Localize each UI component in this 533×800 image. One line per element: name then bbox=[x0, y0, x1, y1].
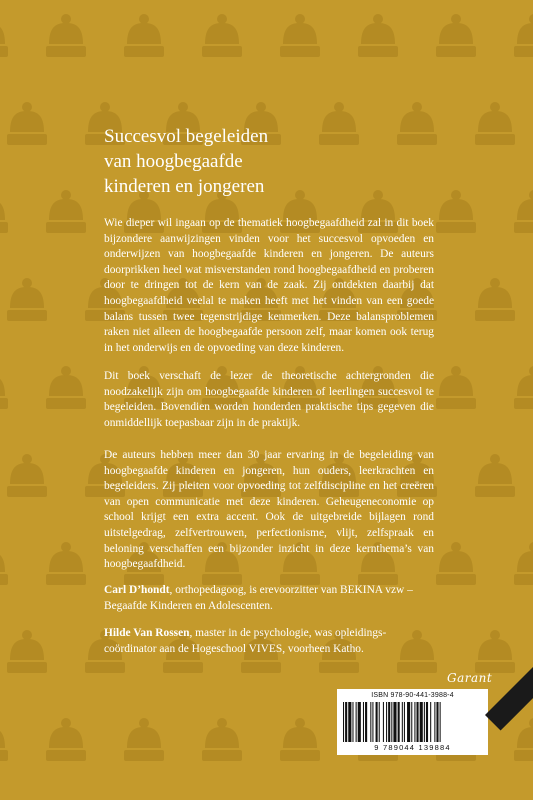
title-line-2: van hoogbegaafde bbox=[104, 151, 243, 172]
description-paragraph-2: Dit boek verschaft de lezer de theoretische achtergronden die noodzakelijk zijn om hoogbegaafde kinderen of leerlingen succesvol te begeleiden. Bovendien worden honderden praktische tips gegeven die onmiddellijk toepasbaar zijn in de praktijk. bbox=[104, 370, 434, 429]
hat-icon bbox=[0, 718, 8, 761]
barcode-bar bbox=[388, 702, 390, 742]
author-name-1: Carl D’hondt bbox=[104, 584, 170, 596]
barcode-bar bbox=[424, 702, 425, 742]
hat-icon bbox=[46, 190, 86, 233]
hat-icon bbox=[124, 14, 164, 57]
hat-icon bbox=[436, 14, 476, 57]
hat-icon bbox=[514, 14, 533, 57]
barcode-bar bbox=[379, 702, 380, 742]
author-bio-1 bbox=[104, 582, 434, 614]
barcode-bar bbox=[398, 702, 400, 742]
barcode-bars bbox=[341, 702, 484, 742]
hat-icon bbox=[46, 14, 86, 57]
hat-icon bbox=[280, 718, 320, 761]
hat-icon bbox=[7, 630, 47, 673]
barcode-bar bbox=[386, 702, 387, 742]
barcode-number: 9 789044 139884 bbox=[374, 743, 451, 752]
barcode-bar bbox=[434, 702, 435, 742]
barcode-bar bbox=[352, 702, 353, 742]
author-description-2: , master in de psychologie, was opleidingscoördinator aan de Hogeschool VIVES, voorheen Katho. bbox=[104, 627, 387, 655]
barcode-bar bbox=[393, 702, 396, 742]
hat-icon bbox=[124, 718, 164, 761]
book-title bbox=[104, 124, 434, 199]
hat-icon bbox=[514, 190, 533, 233]
barcode-bar bbox=[376, 702, 378, 742]
hat-icon bbox=[514, 718, 533, 761]
barcode-bar bbox=[383, 702, 384, 742]
hat-icon bbox=[46, 718, 86, 761]
barcode-bar bbox=[426, 702, 428, 742]
hat-icon bbox=[475, 278, 515, 321]
hat-icon bbox=[358, 14, 398, 57]
description-paragraph-3: De auteurs hebben meer dan 30 jaar ervaring in de begeleiding van hoogbegaafde kinderen en jongeren, hun ouders, leerkrachten en begeleiders. Zij pleiten voor opvoeding tot zelfdiscipline en het creëren van open communicatie met deze kinderen. Geheugeneconomie op school krijgt een extra accent. Ook de uitgebreide bijlagen rond uitstelgedrag, zelfvertrouwen, perfectionisme, vlijt, zelfspraak en beloning verschaffen een bijzonder inzicht in deze kernthema’s van hoogbegaafdheid. bbox=[104, 449, 434, 571]
barcode-bar bbox=[414, 702, 415, 742]
hat-icon bbox=[475, 630, 515, 673]
barcode-bar bbox=[417, 702, 419, 742]
hat-icon bbox=[436, 366, 476, 409]
hat-icon bbox=[7, 454, 47, 497]
barcode-label bbox=[337, 689, 488, 755]
barcode-bar bbox=[402, 702, 403, 742]
hat-icon bbox=[514, 366, 533, 409]
title-line-1: Succesvol begeleiden bbox=[104, 126, 269, 147]
hat-icon bbox=[202, 14, 242, 57]
hat-icon bbox=[280, 14, 320, 57]
barcode-bar bbox=[370, 702, 371, 742]
publisher-logo: Garant bbox=[447, 671, 493, 685]
author-description-1: , orthopedagoog, is erevoorzitter van BEKINA vzw – Begaafde Kinderen en Adolescenten. bbox=[104, 584, 413, 612]
barcode-bar bbox=[372, 702, 373, 742]
hat-icon bbox=[0, 14, 8, 57]
hat-icon bbox=[202, 718, 242, 761]
hat-icon bbox=[0, 366, 8, 409]
hat-icon bbox=[7, 102, 47, 145]
barcode-bar bbox=[436, 702, 438, 742]
barcode-bar bbox=[365, 702, 367, 742]
hat-icon bbox=[0, 542, 8, 585]
barcode-bar bbox=[430, 702, 431, 742]
hat-icon bbox=[475, 454, 515, 497]
hat-icon bbox=[436, 542, 476, 585]
barcode-bar bbox=[358, 702, 361, 742]
hat-icon bbox=[475, 102, 515, 145]
hat-icon bbox=[46, 366, 86, 409]
barcode-bar bbox=[348, 702, 351, 742]
hat-icon bbox=[514, 542, 533, 585]
author-bio-2 bbox=[104, 625, 434, 657]
barcode-bar bbox=[363, 702, 364, 742]
author-name-2: Hilde Van Rossen bbox=[104, 627, 190, 639]
barcode-bar bbox=[407, 702, 410, 742]
hat-icon bbox=[7, 278, 47, 321]
isbn-text: ISBN 978-90-441-3988-4 bbox=[371, 692, 454, 699]
barcode-bar bbox=[404, 702, 405, 742]
barcode-bar bbox=[356, 702, 357, 742]
hat-icon bbox=[0, 190, 8, 233]
hat-icon bbox=[46, 542, 86, 585]
barcode-bar bbox=[411, 702, 412, 742]
hat-icon bbox=[436, 190, 476, 233]
title-line-3: kinderen en jongeren bbox=[104, 176, 265, 197]
description-paragraph-1: Wie dieper wil ingaan op de thematiek hoogbegaafdheid zal in dit boek bijzondere aanwijzingen vinden voor het succesvol opvoeden en onderwijzen van hoogbegaafde kinderen en jongeren. De auteurs doorprikken heel wat misverstanden rond hoogbegaafdheid en proberen door te dringen tot de kern van de zaak. Zij ontdekten daarbij dat hoogbegaafdheid veelal te maken heeft met het vinden van een goede balans tussen twee tegenstrijdige kenmerken. Deze balansproblemen raken niet alleen de hoogbegaafde persoon zelf, maar komen ook terug in het onderwijs en de opvoeding van deze kinderen. bbox=[104, 217, 434, 354]
barcode-bar bbox=[391, 702, 392, 742]
barcode-bar bbox=[345, 702, 347, 742]
barcode-bar bbox=[420, 702, 423, 742]
barcode-bar bbox=[440, 702, 441, 742]
barcode-bar bbox=[343, 702, 344, 742]
